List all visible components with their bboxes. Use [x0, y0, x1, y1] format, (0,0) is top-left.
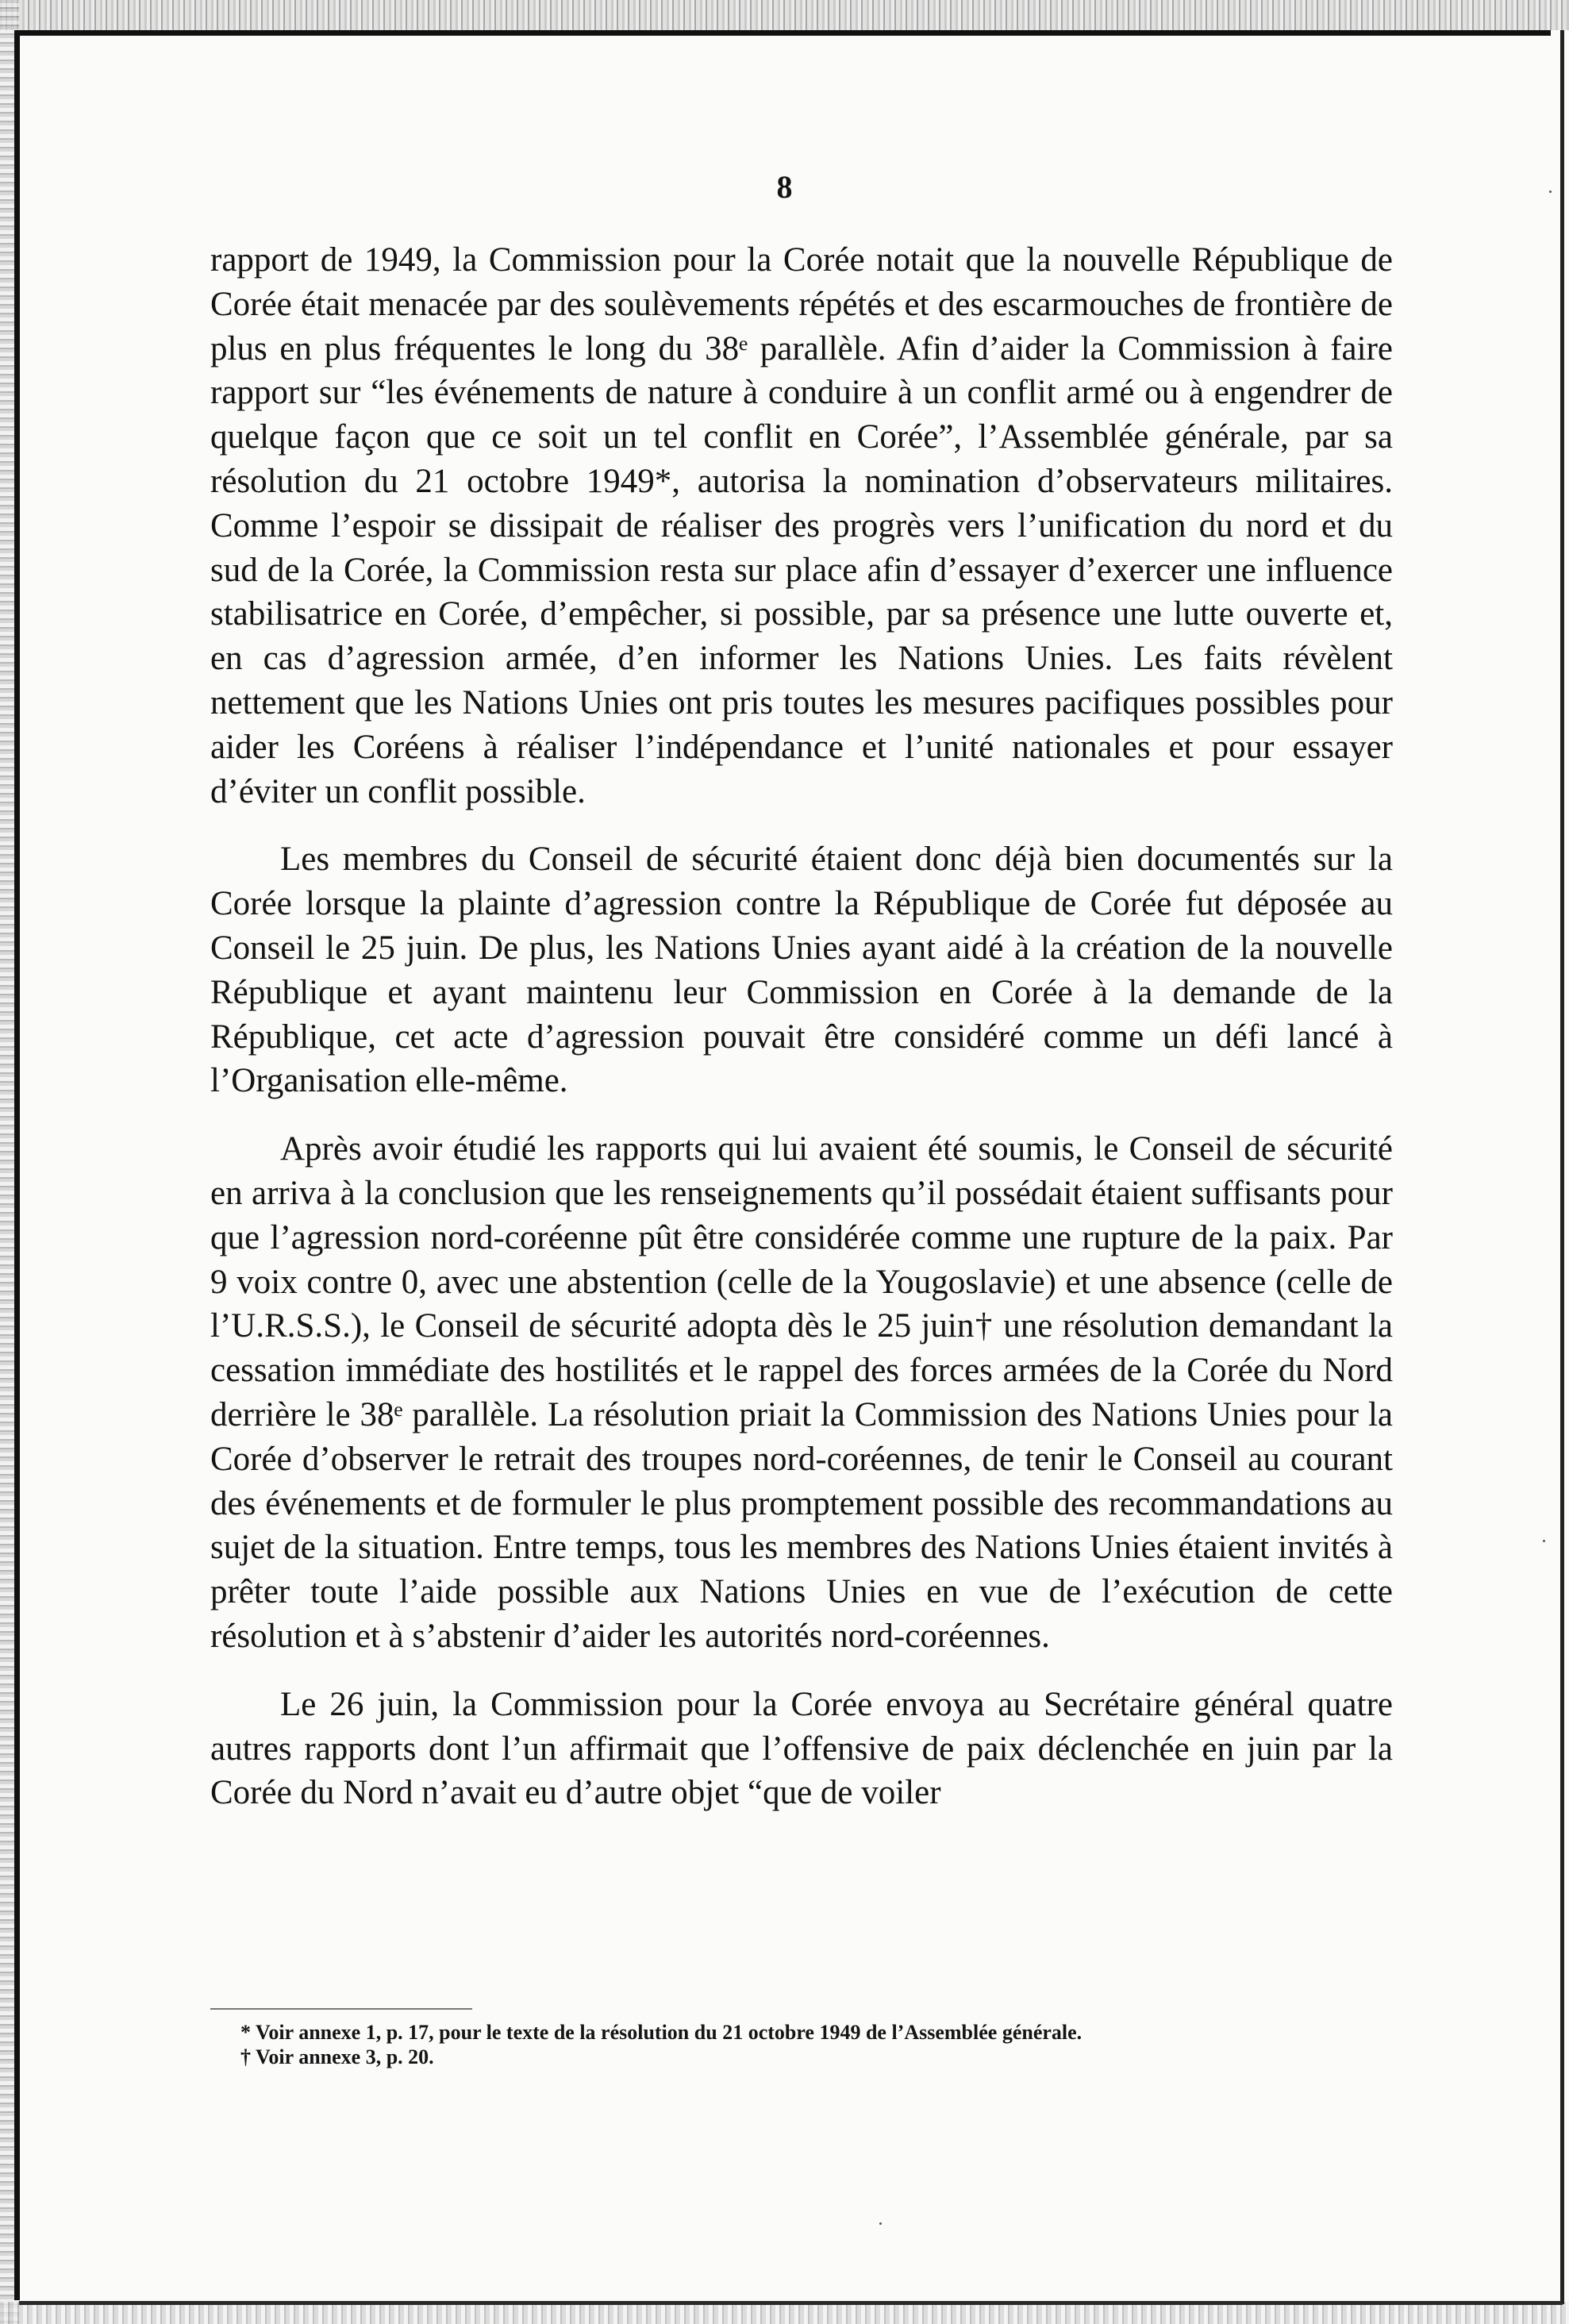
page-top-border	[19, 30, 1551, 36]
paragraph-4: Le 26 juin, la Commission pour la Corée envoya au Secrétaire général quatre autres rapports dont l’un affirmait que l’offensive de paix déclenchée en juin par la Corée du Nord n’avait eu d’autre objet “que de voiler	[210, 1685, 1393, 1812]
paragraph-1: rapport de 1949, la Commission pour la Corée notait que la nouvelle République de Corée était menacée par des soulèvements répétés et des escarmouches de frontière de plus en plus fréquentes le long du 38ᵉ parallèle. Afin d’aider la Commission à faire rapport sur “les événements de nature à conduire à un conflit armé ou à engendrer de quelque façon que ce soit un tel conflit en Corée”, l’Assemblée générale, par sa résolution du 21 octobre 1949*, autorisa la nomination d’observateurs militaires. Comme l’espoir se dissipait de réaliser des progrès vers l’unification du nord et du sud de la Corée, la Commission resta sur place afin d’essayer d’exercer une influence stabilisatrice en Corée, d’empêcher, si possible, par sa présence une lutte ouverte et, en cas d’agression armée, d’en informer les Nations Unies. Les faits révèlent nettement que les Nations Unies ont pris toutes les mesures pacifiques possibles pour aider les Coréens à réaliser l’indépendance et l’unité nationales et pour essayer d’éviter un conflit possible.	[210, 241, 1393, 810]
paragraph-3: Après avoir étudié les rapports qui lui avaient été soumis, le Conseil de sécurité en arriva à la conclusion que les renseignements qu’il possédait étaient suffisants pour que l’agression nord-coréenne pût être considérée comme une rupture de la paix. Par 9 voix contre 0, avec une abstention (celle de la Yougoslavie) et une absence (celle de l’U.R.S.S.), le Conseil de sécurité adopta dès le 25 juin† une résolution demandant la cessation immédiate des hostilités et le rappel des forces armées de la Corée du Nord derrière le 38ᵉ parallèle. La résolution priait la Commission des Nations Unies pour la Corée d’observer le retrait des troupes nord-coréennes, de tenir le Conseil au courant des événements et de formuler le plus promptement possible des recommandations au sujet de la situation. Entre temps, tous les membres des Nations Unies étaient invités à prêter toute l’aide possible aux Nations Unies en vue de l’exécution de cette résolution et à s’abstenir d’aider les autorités nord-coréennes.	[210, 1130, 1393, 1655]
footnote-1: * Voir annexe 1, p. 17, pour le texte de la résolution du 21 octobre 1949 de l’Assemblée générale.	[240, 2021, 1083, 2044]
scan-bottom-edge	[0, 2302, 1569, 2324]
page-left-border	[14, 30, 20, 2300]
scan-speck	[1543, 1540, 1545, 1542]
page-number: 8	[776, 169, 793, 205]
scan-top-edge	[0, 0, 1569, 30]
page-right-border	[1560, 30, 1564, 2304]
paragraph-2: Les membres du Conseil de sécurité étaient donc déjà bien documentés sur la Corée lorsque la plainte d’agression contre la République de Corée fut déposée au Conseil le 25 juin. De plus, les Nations Unies ayant aidé à la création de la nouvelle République et ayant maintenu leur Commission en Corée à la demande de la République, cet acte d’agression pouvait être considéré comme un défi lancé à l’Organisation elle-même.	[210, 841, 1393, 1100]
footnotes	[210, 2020, 1393, 2069]
page-bottom-border	[19, 2301, 1563, 2305]
scan-speck	[1549, 190, 1552, 193]
scan-speck	[879, 2222, 882, 2225]
document-body	[210, 238, 1393, 1839]
footnote-2: † Voir annexe 3, p. 20.	[240, 2045, 434, 2068]
footnote-divider	[210, 2008, 472, 2010]
